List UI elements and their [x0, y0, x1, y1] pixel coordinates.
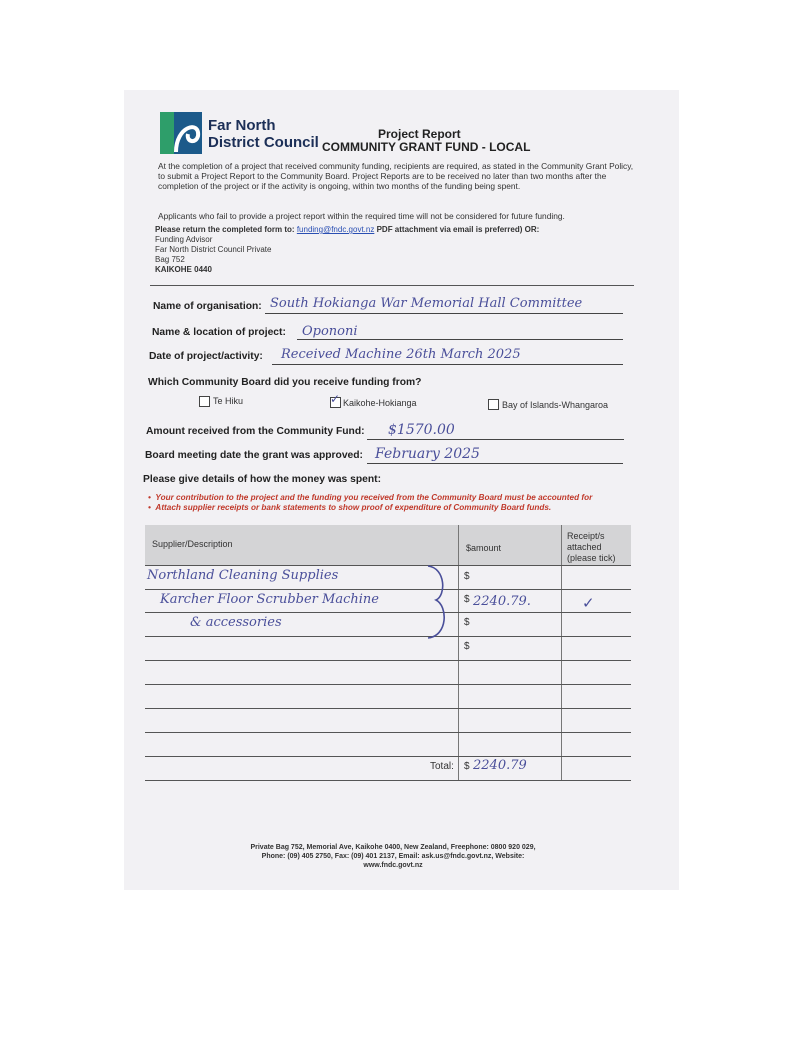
table-row-line [145, 565, 631, 566]
table-row-desc[interactable]: & accessories [190, 615, 282, 630]
total-value[interactable]: 2240.79 [473, 758, 527, 773]
details-label: Please give details of how the money was spent: [143, 474, 382, 485]
currency-symbol: $ [464, 617, 470, 628]
amount-line [367, 439, 624, 440]
col-amount-header: $amount [466, 543, 502, 553]
col-desc-header: Supplier/Description [152, 539, 233, 549]
checkbox-te-hiku[interactable] [199, 396, 210, 407]
total-label: Total: [430, 761, 454, 772]
intro-paragraph: At the completion of a project that received community funding, recipients are required, as stated in the Community Grant Policy, to submit a Project Report to the Community Board. Project Reports are to be received no later than two months after the completion of the project or if the activity is ongoing, within two months of the funding being spent. [158, 161, 634, 191]
council-logo-icon [160, 112, 202, 154]
col-receipt-header: Receipt/s attached (please tick) [567, 531, 616, 563]
section-divider [150, 285, 634, 286]
council-name: Far North District Council [208, 117, 319, 151]
table-row-line [145, 612, 631, 613]
location-label: Name & location of project: [152, 327, 286, 338]
location-value[interactable]: Opononi [302, 324, 358, 339]
form-page [124, 90, 679, 890]
bullet-contribution: • Your contribution to the project and the funding you received from the Community Board must be accounted for [148, 493, 593, 502]
form-subtitle: COMMUNITY GRANT FUND - LOCAL [322, 140, 531, 154]
receipt-tick-icon[interactable]: ✓ [582, 595, 595, 612]
org-label: Name of organisation: [153, 301, 262, 312]
currency-symbol: $ [464, 761, 470, 772]
table-row-line [145, 756, 631, 757]
meeting-line [367, 463, 623, 464]
org-line [265, 313, 623, 314]
return-instructions: Please return the completed form to: funding@fndc.govt.nz PDF attachment via email is preferred) OR: Funding Advisor Far North District Council Private Bag 752 KAIKOHE 0440 [155, 225, 540, 274]
col-divider-1 [458, 525, 459, 780]
table-row-line [145, 732, 631, 733]
location-line [297, 339, 623, 340]
check-mark-icon: ✓ [330, 392, 341, 406]
table-row-line [145, 708, 631, 709]
option-bay-of-islands: Bay of Islands-Whangaroa [502, 400, 609, 410]
form-title: Project Report [378, 127, 461, 141]
option-kaikohe-hokianga: Kaikohe-Hokianga [343, 398, 417, 408]
date-value[interactable]: Received Machine 26th March 2025 [281, 347, 521, 362]
bracket-mark-icon [426, 562, 450, 642]
table-row-desc[interactable]: Karcher Floor Scrubber Machine [160, 592, 379, 607]
table-row-line [145, 684, 631, 685]
footer-contact: Private Bag 752, Memorial Ave, Kaikohe 0400, New Zealand, Freephone: 0800 920 029, Phone: (09) 405 2750, Fax: (09) 401 2137, Email: ask.us@fndc.govt.nz, Website: www.fndc.govt.nz [250, 844, 536, 869]
col-divider-2 [561, 525, 562, 780]
checkbox-bay-of-islands[interactable] [488, 399, 499, 410]
amount-value[interactable]: $1570.00 [388, 422, 455, 438]
warning-text: Applicants who fail to provide a project report within the required time will not be considered for future funding. [158, 211, 565, 221]
table-row-line [145, 660, 631, 661]
table-row-line [145, 589, 631, 590]
currency-symbol: $ [464, 641, 470, 652]
currency-symbol: $ [464, 571, 470, 582]
table-row-line [145, 636, 631, 637]
amount-label: Amount received from the Community Fund: [146, 426, 365, 437]
bullet-receipts: • Attach supplier receipts or bank statements to show proof of expenditure of Community Board funds. [148, 503, 552, 512]
meeting-label: Board meeting date the grant was approved: [145, 450, 363, 461]
table-row-amount[interactable]: 2240.79. [473, 594, 531, 609]
meeting-value[interactable]: February 2025 [375, 446, 480, 462]
org-value[interactable]: South Hokianga War Memorial Hall Committee [270, 296, 583, 311]
table-row-line [145, 780, 631, 781]
date-label: Date of project/activity: [149, 351, 263, 362]
date-line [272, 364, 623, 365]
funding-email-link[interactable]: funding@fndc.govt.nz [296, 225, 375, 234]
board-question: Which Community Board did you receive funding from? [148, 377, 422, 388]
table-row-desc[interactable]: Northland Cleaning Supplies [147, 568, 339, 583]
option-te-hiku: Te Hiku [213, 396, 244, 406]
currency-symbol: $ [464, 594, 470, 605]
